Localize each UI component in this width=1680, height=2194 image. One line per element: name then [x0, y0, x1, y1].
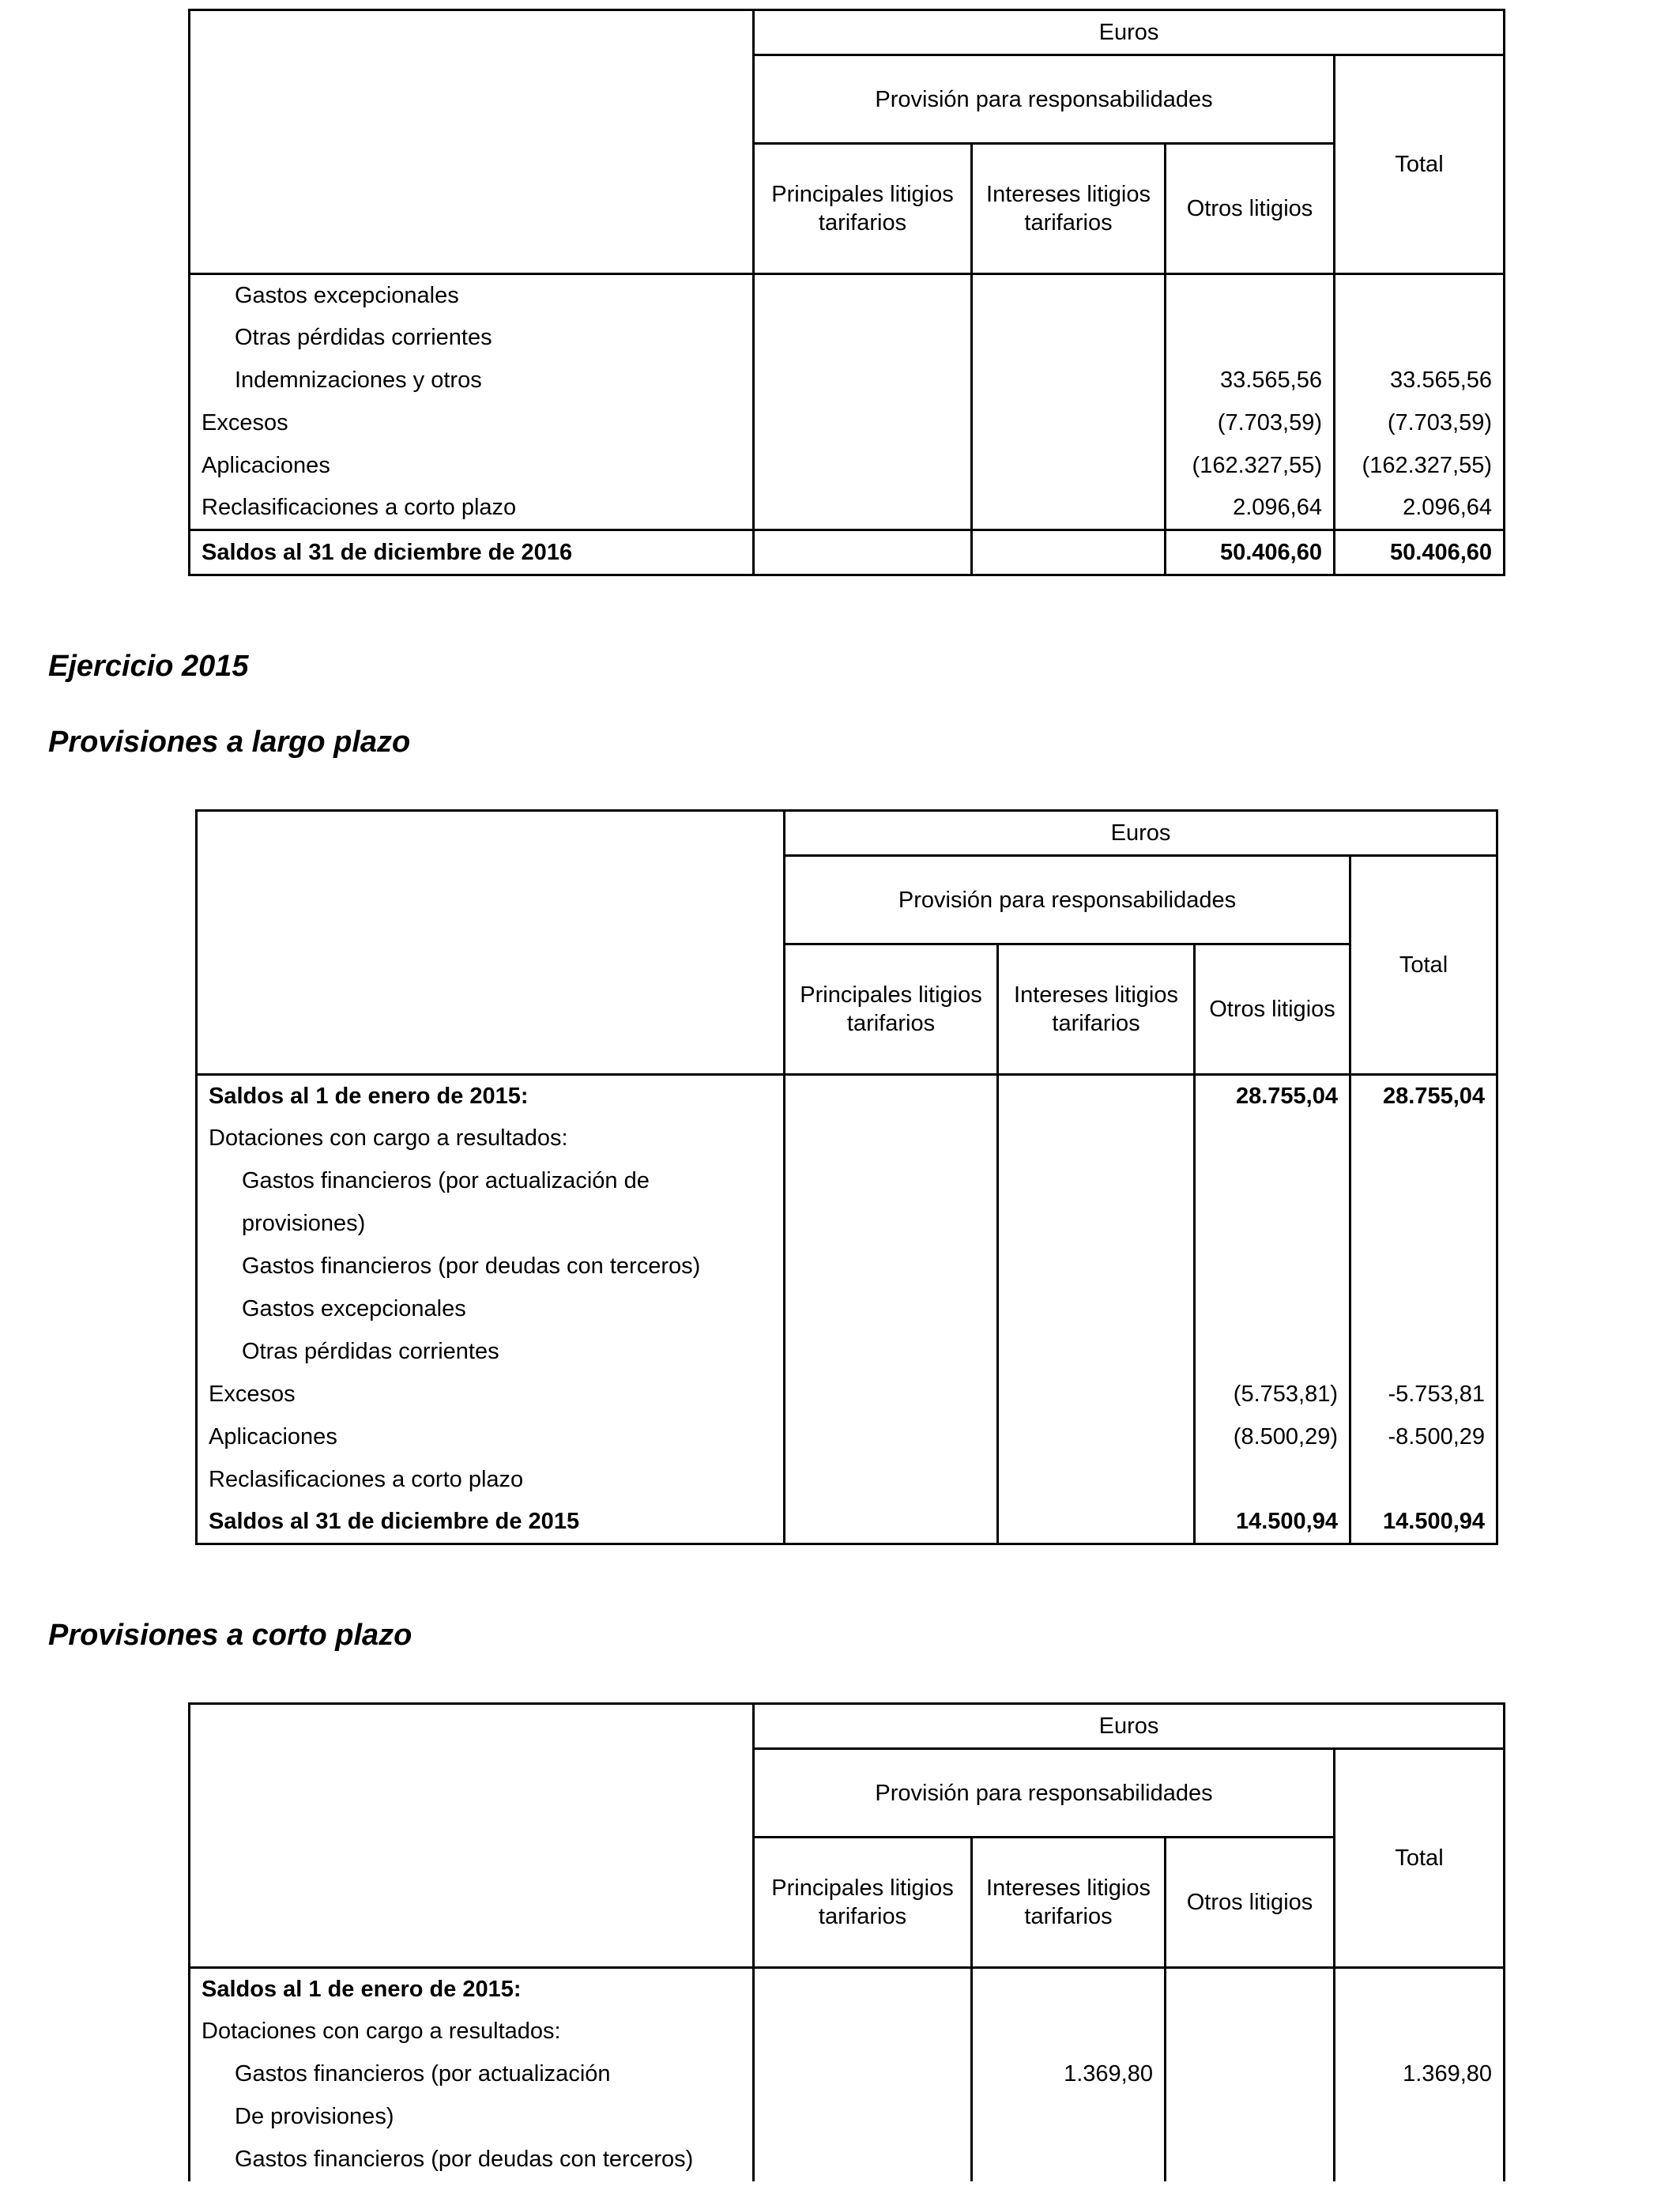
cell-intereses	[972, 360, 1166, 402]
cell-total: -8.500,29	[1350, 1416, 1497, 1459]
cell-intereses	[998, 1246, 1195, 1288]
cell-otros: 14.500,94	[1195, 1502, 1350, 1544]
row-label: Saldos al 31 de diciembre de 2016	[190, 530, 754, 575]
cell-principales	[754, 2139, 972, 2181]
row-label: Aplicaciones	[197, 1416, 785, 1459]
row-label: Saldos al 1 de enero de 2015:	[197, 1075, 785, 1118]
cell-total	[1350, 1203, 1497, 1246]
row-label: Otras pérdidas corrientes	[190, 317, 754, 360]
row-label: Excesos	[190, 402, 754, 445]
cell-principales	[754, 2053, 972, 2096]
cell-intereses	[972, 445, 1166, 488]
cell-principales	[785, 1288, 998, 1331]
cell-intereses	[998, 1416, 1195, 1459]
row-label: Reclasificaciones a corto plazo	[197, 1459, 785, 1502]
cell-principales	[754, 2096, 972, 2139]
cell-principales	[754, 402, 972, 445]
cell-principales	[754, 274, 972, 317]
provisions-table-2016	[188, 9, 1505, 576]
row-label: Dotaciones con cargo a resultados:	[190, 2011, 754, 2053]
cell-otros	[1166, 2139, 1335, 2181]
cell-intereses	[972, 530, 1166, 575]
cell-intereses	[998, 1502, 1195, 1544]
row-label: Gastos financieros (por actualización	[190, 2053, 754, 2096]
section-heading-largo-plazo: Provisiones a largo plazo	[48, 726, 411, 759]
cell-principales	[754, 530, 972, 575]
cell-intereses	[998, 1203, 1195, 1246]
section-heading-ejercicio: Ejercicio 2015	[48, 650, 249, 683]
cell-principales	[785, 1160, 998, 1203]
cell-intereses	[998, 1075, 1195, 1118]
row-label: Dotaciones con cargo a resultados:	[197, 1118, 785, 1160]
header-provision: Provisión para responsabilidades	[754, 1749, 1335, 1838]
header-euros: Euros	[785, 811, 1497, 856]
cell-total	[1350, 1288, 1497, 1331]
provisions-table-largo-plazo	[195, 809, 1498, 1545]
table-row-first	[197, 1075, 1497, 1118]
row-label: Saldos al 1 de enero de 2015:	[190, 1968, 754, 2011]
table-row	[190, 2053, 1505, 2096]
table-row	[190, 402, 1505, 445]
header-euros: Euros	[754, 1704, 1505, 1749]
cell-intereses	[998, 1459, 1195, 1502]
cell-total: 2.096,64	[1335, 488, 1505, 530]
cell-principales	[754, 445, 972, 488]
table-row	[190, 360, 1505, 402]
cell-intereses	[998, 1118, 1195, 1160]
table-row	[197, 1374, 1497, 1416]
header-intereses: Intereses litigios tarifarios	[998, 944, 1195, 1075]
cell-otros	[1195, 1246, 1350, 1288]
header-blank-cell	[190, 1704, 754, 1968]
cell-total: -5.753,81	[1350, 1374, 1497, 1416]
cell-total	[1335, 2011, 1505, 2053]
cell-otros	[1166, 317, 1335, 360]
cell-otros	[1166, 2011, 1335, 2053]
row-label: Gastos financieros (por deudas con terceros)	[197, 1246, 785, 1288]
table-row	[190, 2011, 1505, 2053]
cell-intereses	[972, 2096, 1166, 2139]
header-total: Total	[1335, 55, 1505, 274]
cell-principales	[754, 1968, 972, 2011]
cell-otros	[1195, 1288, 1350, 1331]
row-label: Gastos excepcionales	[197, 1288, 785, 1331]
cell-otros: 28.755,04	[1195, 1075, 1350, 1118]
cell-total	[1350, 1459, 1497, 1502]
table-row	[190, 2096, 1505, 2139]
cell-otros: (8.500,29)	[1195, 1416, 1350, 1459]
cell-principales	[754, 360, 972, 402]
header-provision: Provisión para responsabilidades	[785, 856, 1350, 944]
cell-otros: (7.703,59)	[1166, 402, 1335, 445]
cell-total	[1350, 1246, 1497, 1288]
cell-principales	[785, 1075, 998, 1118]
table-row	[197, 1331, 1497, 1374]
cell-intereses	[972, 402, 1166, 445]
header-total: Total	[1335, 1749, 1505, 1968]
cell-otros	[1195, 1331, 1350, 1374]
cell-otros	[1195, 1203, 1350, 1246]
header-principales: Principales litigios tarifarios	[785, 944, 998, 1075]
cell-principales	[754, 317, 972, 360]
cell-intereses	[998, 1374, 1195, 1416]
cell-principales	[785, 1374, 998, 1416]
table-row	[190, 274, 1505, 317]
header-principales: Principales litigios tarifarios	[754, 1838, 972, 1968]
cell-total	[1335, 2096, 1505, 2139]
cell-total: 1.369,80	[1335, 2053, 1505, 2096]
table-row	[190, 445, 1505, 488]
table-row	[197, 1416, 1497, 1459]
cell-intereses	[972, 2011, 1166, 2053]
section-heading-corto-plazo: Provisiones a corto plazo	[48, 1619, 412, 1652]
cell-principales	[785, 1118, 998, 1160]
cell-total: 14.500,94	[1350, 1502, 1497, 1544]
cell-total	[1350, 1160, 1497, 1203]
cell-total: (162.327,55)	[1335, 445, 1505, 488]
table-row	[197, 1459, 1497, 1502]
header-otros: Otros litigios	[1195, 944, 1350, 1075]
row-label: Saldos al 31 de diciembre de 2015	[197, 1502, 785, 1544]
header-principales: Principales litigios tarifarios	[754, 144, 972, 274]
cell-otros	[1195, 1118, 1350, 1160]
table-row-final	[197, 1502, 1497, 1544]
table-row	[197, 1203, 1497, 1246]
cell-otros: (5.753,81)	[1195, 1374, 1350, 1416]
header-total: Total	[1350, 856, 1497, 1075]
table-row-final	[190, 530, 1505, 575]
header-euros: Euros	[754, 10, 1505, 55]
cell-otros	[1195, 1160, 1350, 1203]
cell-principales	[785, 1203, 998, 1246]
table-row	[197, 1246, 1497, 1288]
header-intereses: Intereses litigios tarifarios	[972, 1838, 1166, 1968]
cell-total	[1350, 1118, 1497, 1160]
cell-otros	[1166, 2053, 1335, 2096]
cell-total: (7.703,59)	[1335, 402, 1505, 445]
cell-intereses	[972, 488, 1166, 530]
cell-principales	[754, 488, 972, 530]
cell-principales	[754, 2011, 972, 2053]
cell-intereses	[972, 2139, 1166, 2181]
cell-total: 33.565,56	[1335, 360, 1505, 402]
table-row	[197, 1118, 1497, 1160]
cell-total	[1350, 1331, 1497, 1374]
cell-total: 28.755,04	[1350, 1075, 1497, 1118]
cell-intereses	[998, 1331, 1195, 1374]
cell-intereses	[972, 1968, 1166, 2011]
row-label: Reclasificaciones a corto plazo	[190, 488, 754, 530]
header-blank-cell	[190, 10, 754, 274]
row-label: Aplicaciones	[190, 445, 754, 488]
cell-total	[1335, 274, 1505, 317]
cell-total	[1335, 2139, 1505, 2181]
row-label: Gastos financieros (por actualización de	[197, 1160, 785, 1203]
cell-principales	[785, 1331, 998, 1374]
cell-intereses: 1.369,80	[972, 2053, 1166, 2096]
row-label: De provisiones)	[190, 2096, 754, 2139]
table-row	[190, 2139, 1505, 2181]
cell-otros: (162.327,55)	[1166, 445, 1335, 488]
row-label: Indemnizaciones y otros	[190, 360, 754, 402]
header-intereses: Intereses litigios tarifarios	[972, 144, 1166, 274]
cell-otros: 50.406,60	[1166, 530, 1335, 575]
row-label: Excesos	[197, 1374, 785, 1416]
header-otros: Otros litigios	[1166, 1838, 1335, 1968]
cell-total: 50.406,60	[1335, 530, 1505, 575]
cell-intereses	[998, 1160, 1195, 1203]
table-row-first	[190, 1968, 1505, 2011]
header-blank-cell	[197, 811, 785, 1075]
cell-otros: 33.565,56	[1166, 360, 1335, 402]
cell-otros: 2.096,64	[1166, 488, 1335, 530]
row-label: Gastos financieros (por deudas con terceros)	[190, 2139, 754, 2181]
cell-otros	[1166, 274, 1335, 317]
table-row	[197, 1160, 1497, 1203]
cell-otros	[1195, 1459, 1350, 1502]
cell-total	[1335, 1968, 1505, 2011]
table-row	[190, 488, 1505, 530]
table-row	[197, 1288, 1497, 1331]
row-label: provisiones)	[197, 1203, 785, 1246]
header-otros: Otros litigios	[1166, 144, 1335, 274]
header-provision: Provisión para responsabilidades	[754, 55, 1335, 144]
cell-principales	[785, 1246, 998, 1288]
cell-intereses	[998, 1288, 1195, 1331]
cell-intereses	[972, 317, 1166, 360]
cell-intereses	[972, 274, 1166, 317]
row-label: Otras pérdidas corrientes	[197, 1331, 785, 1374]
cell-principales	[785, 1502, 998, 1544]
cell-principales	[785, 1459, 998, 1502]
table-row	[190, 317, 1505, 360]
row-label: Gastos excepcionales	[190, 274, 754, 317]
cell-total	[1335, 317, 1505, 360]
provisions-table-corto-plazo	[188, 1702, 1505, 2181]
cell-otros	[1166, 1968, 1335, 2011]
cell-otros	[1166, 2096, 1335, 2139]
cell-principales	[785, 1416, 998, 1459]
